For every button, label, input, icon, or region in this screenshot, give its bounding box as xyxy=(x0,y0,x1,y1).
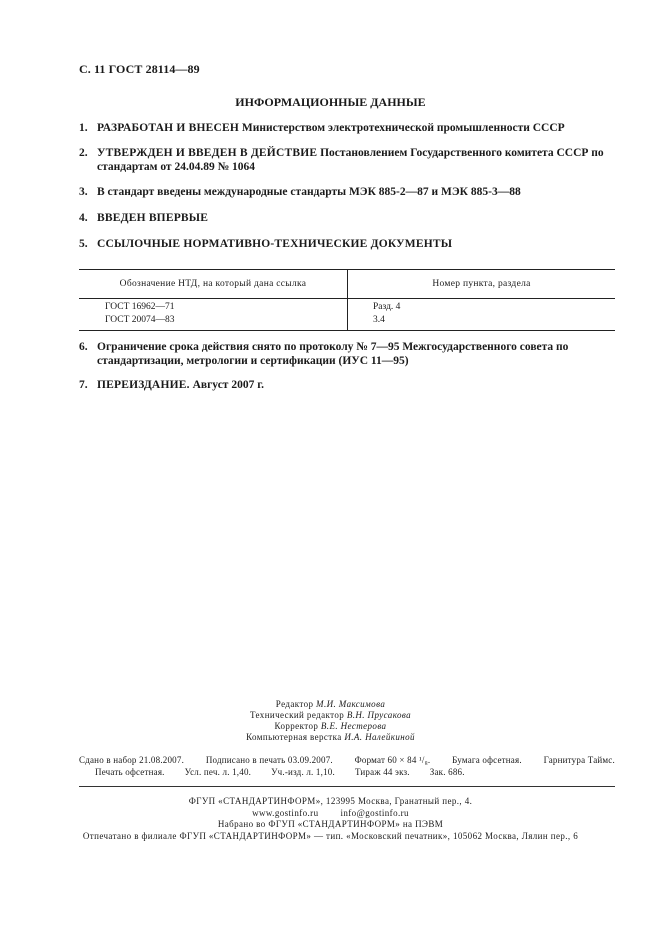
item-number: 5. xyxy=(79,238,88,250)
publisher-address: ФГУП «СТАНДАРТИНФОРМ», 123995 Москва, Гранатный пер., 4. xyxy=(188,796,473,806)
print-details-row-1: Сдано в набор 21.08.2007. Подписано в печать 03.09.2007. Формат 60 × 84 ¹/₈. Бумага офсетная. Гарнитура Таймс. xyxy=(79,755,615,765)
item-lead: УТВЕРЖДЕН И ВВЕДЕН В ДЕЙСТВИЕ xyxy=(97,147,318,159)
item-text: Постановлением Государственного комитета СССР по стандартам от 24.04.89 № 1064 xyxy=(97,147,604,173)
print-details xyxy=(79,754,615,778)
column-header-designation: Обозначение НТД, на который дана ссылка xyxy=(79,270,348,299)
publisher-website: www.gostinfo.ru xyxy=(252,807,319,818)
reference-documents-table xyxy=(79,269,615,331)
item-text: В стандарт введены международные стандарты МЭК 885-2—87 и МЭК 885-3—88 xyxy=(97,186,521,198)
item-lead: ПЕРЕИЗДАНИЕ. xyxy=(97,379,190,391)
item-number: 6. xyxy=(79,341,88,353)
table-cell-clause: Разд. 4 xyxy=(373,302,401,312)
item-lead: ВВЕДЕН ВПЕРВЫЕ xyxy=(97,212,209,224)
layout-line: Компьютерная верстка И.А. Налейкиной xyxy=(246,732,415,742)
item-lead: РАЗРАБОТАН И ВНЕСЕН xyxy=(97,122,240,134)
info-item-4 xyxy=(79,211,619,225)
item-text: Ограничение срока действия снято по протоколу № 7—95 Межгосударственного совета по стандартизации, метрологии и сертификации (ИУС 11—95) xyxy=(97,341,569,367)
print-details-row-2: Печать офсетная. Усл. печ. л. 1,40. Уч.-изд. л. 1,10. Тираж 44 экз. Зак. 686. xyxy=(95,767,465,777)
item-number: 4. xyxy=(79,212,88,224)
info-item-6 xyxy=(79,340,619,368)
publisher-info xyxy=(0,796,661,842)
tech-editor-line: Технический редактор В.Н. Прусакова xyxy=(249,710,412,720)
table-cell-designation: ГОСТ 20074—83 xyxy=(79,314,348,331)
item-text: Август 2007 г. xyxy=(189,379,264,391)
item-number: 2. xyxy=(79,147,88,159)
footer-divider xyxy=(79,786,615,787)
publisher-email: info@gostinfo.ru xyxy=(340,807,409,818)
column-header-clause: Номер пункта, раздела xyxy=(348,270,616,299)
table-header-row xyxy=(79,270,615,299)
editor-line: Редактор М.И. Максимова xyxy=(275,699,386,709)
typeset-note: Набрано во ФГУП «СТАНДАРТИНФОРМ» на ПЭВМ xyxy=(217,819,444,829)
table-cell-designation: ГОСТ 16962—71 xyxy=(79,299,348,315)
item-number: 7. xyxy=(79,379,88,391)
info-item-2 xyxy=(79,146,619,174)
table-row xyxy=(79,314,615,331)
printed-note: Отпечатано в филиале ФГУП «СТАНДАРТИНФОРМ» — тип. «Московский печатник», 105062 Москва, Лялин пер., 6 xyxy=(82,830,579,841)
editorial-staff xyxy=(0,699,661,743)
item-number: 1. xyxy=(79,122,88,134)
item-text: Министерством электротехнической промышленности СССР xyxy=(239,122,565,134)
info-item-5 xyxy=(79,237,619,251)
info-item-7 xyxy=(79,378,619,392)
info-item-1 xyxy=(79,121,619,135)
info-item-3 xyxy=(79,185,619,199)
page-header: С. 11 ГОСТ 28114—89 xyxy=(79,62,200,76)
proofreader-line: Корректор В.Е. Нестерова xyxy=(274,721,387,731)
item-lead: ССЫЛОЧНЫЕ НОРМАТИВНО-ТЕХНИЧЕСКИЕ ДОКУМЕНТЫ xyxy=(97,238,453,250)
publisher-contacts xyxy=(0,808,661,820)
section-title: ИНФОРМАЦИОННЫЕ ДАННЫЕ xyxy=(235,95,426,109)
item-number: 3. xyxy=(79,186,88,198)
table-cell-clause: 3.4 xyxy=(348,314,616,331)
table-row xyxy=(79,299,615,315)
